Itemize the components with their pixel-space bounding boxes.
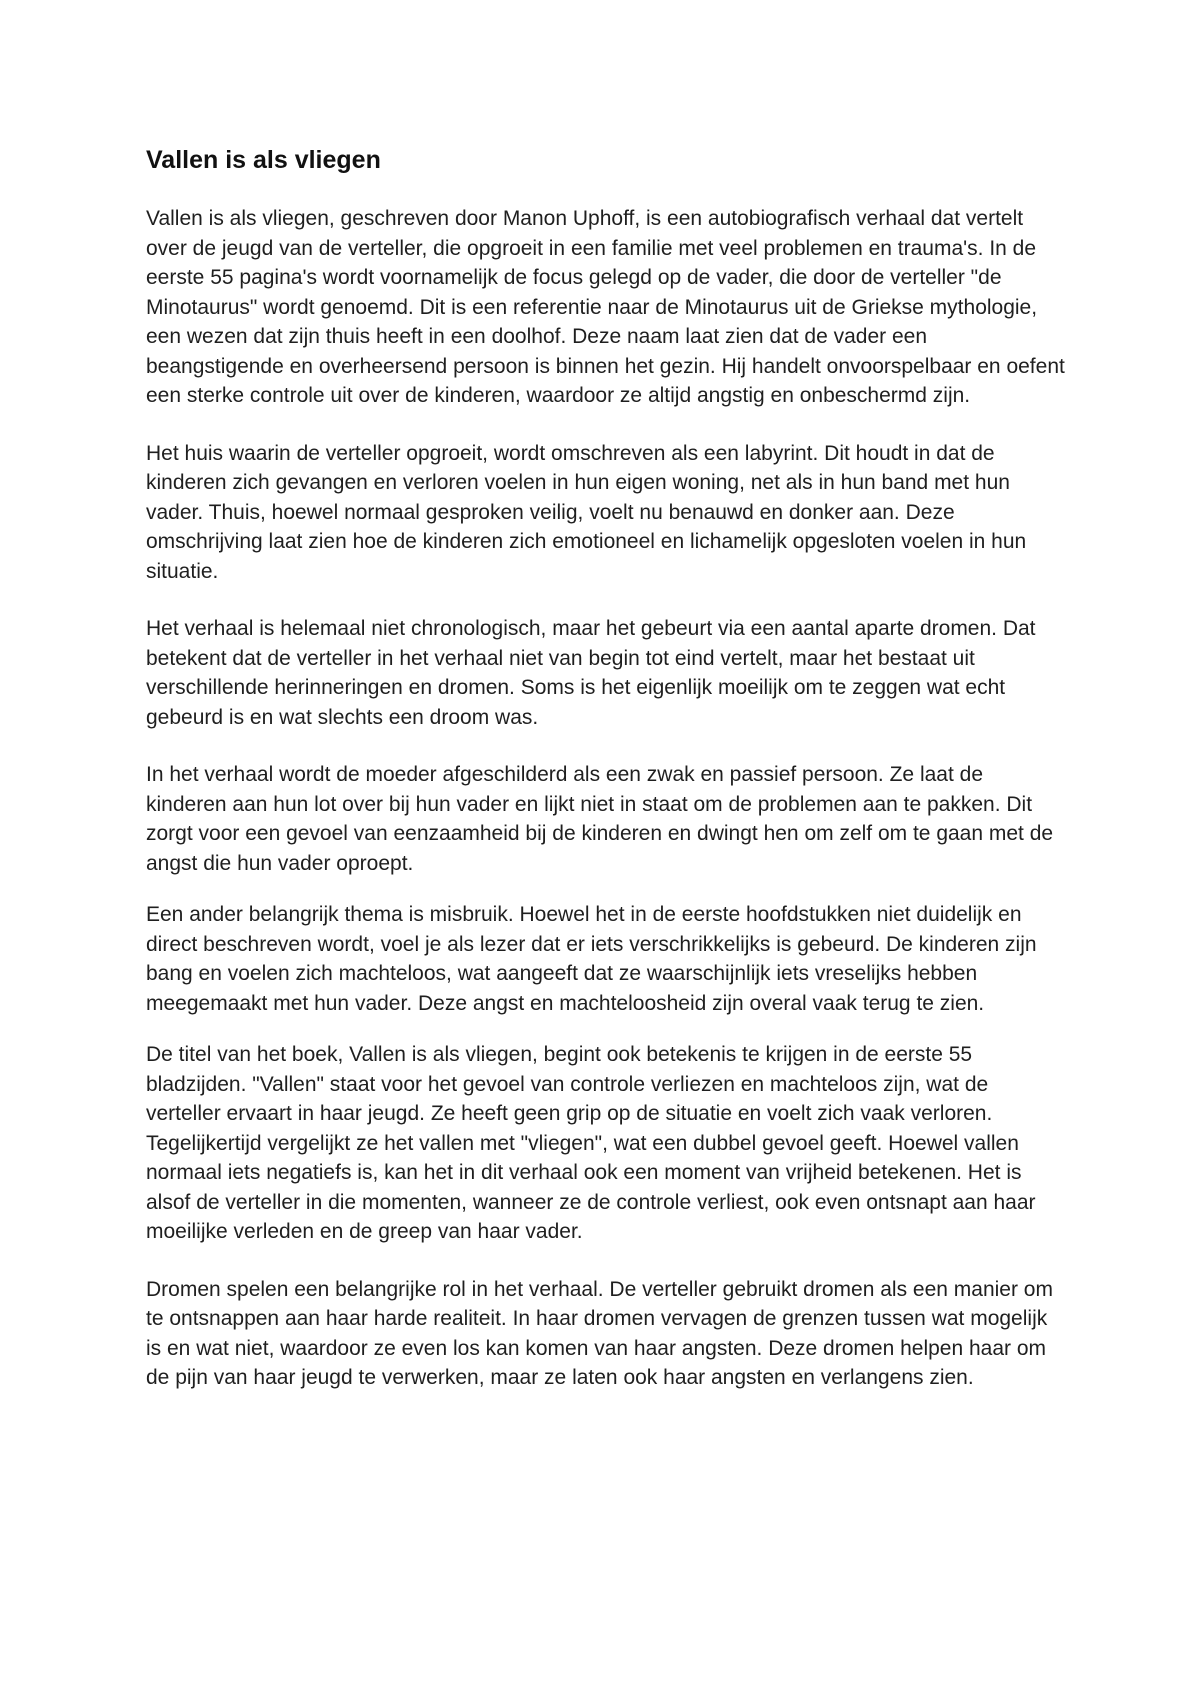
paragraph-labyrint: Het huis waarin de verteller opgroeit, wordt omschreven als een labyrint. Dit houdt in dat de kinderen zich gevangen en verloren voelen in hun eigen woning, net als in hun band met hun vader. Thuis, hoewel normaal gesproken veilig, voelt nu benauwd en donker aan. Deze omschrijving laat zien hoe de kinderen zich emotioneel en lichamelijk opgesloten voelen in hun situatie. <box>146 441 1027 583</box>
paragraph-titel: De titel van het boek, Vallen is als vliegen, begint ook betekenis te krijgen in de eerste 55 bladzijden. "Vallen" staat voor het gevoel van controle verliezen en machteloos zijn, wat de verteller ervaart in haar jeugd. Ze heeft geen grip op de situatie en voelt zich vaak verloren. Tegelijkertijd vergelijkt ze het vallen met "vliegen", wat een dubbel gevoel geeft. Hoewel vallen normaal iets negatiefs is, kan het in dit verhaal ook een moment van vrijheid betekenen. Het is alsof de verteller in die momenten, wanneer ze de controle verliest, ook even ontsnapt aan haar moeilijke verleden en de greep van haar vader. <box>146 1043 1036 1243</box>
document-title: Vallen is als vliegen <box>146 146 381 174</box>
paragraph-misbruik: Een ander belangrijk thema is misbruik. Hoewel het in de eerste hoofdstukken niet duidelijk en direct beschreven wordt, voel je als lezer dat er iets verschrikkelijks is gebeurd. De kinderen zijn bang en voelen zich machteloos, wat aangeeft dat ze waarschijnlijk iets vreselijks hebben meegemaakt met hun vader. Deze angst en machteloosheid zijn overal vaak terug te zien. <box>146 903 1037 1015</box>
paragraph-moeder: In het verhaal wordt de moeder afgeschilderd als een zwak en passief persoon. Ze laat de kinderen aan hun lot over bij hun vader en lijkt niet in staat om de problemen aan te pakken. Dit zorgt voor een gevoel van eenzaamheid bij de kinderen en dwingt hen om zelf om te gaan met de angst die hun vader oproept. <box>146 763 1054 875</box>
paragraph-dromen: Dromen spelen een belangrijke rol in het verhaal. De verteller gebruikt dromen als een manier om te ontsnappen aan haar harde realiteit. In haar dromen vervagen de grenzen tussen wat mogelijk is en wat niet, waardoor ze even los kan komen van haar angsten. Deze dromen helpen haar om de pijn van haar jeugd te verwerken, maar ze laten ook haar angsten en verlangens zien. <box>146 1277 1053 1389</box>
paragraph-minotaurus: Vallen is als vliegen, geschreven door Manon Uphoff, is een autobiografisch verhaal dat vertelt over de jeugd van de verteller, die opgroeit in een familie met veel problemen en trauma's. In de eerste 55 pagina's wordt voornamelijk de focus gelegd op de vader, die door de verteller "de Minotaurus" wordt genoemd. Dit is een referentie naar de Minotaurus uit de Griekse mythologie, een wezen dat zijn thuis heeft in een doolhof. Deze naam laat zien dat de vader een beangstigende en overheersend persoon is binnen het gezin. Hij handelt onvoorspelbaar en oefent een sterke controle uit over de kinderen, waardoor ze altijd angstig en onbeschermd zijn. <box>146 207 1065 407</box>
paragraph-chronologie: Het verhaal is helemaal niet chronologisch, maar het gebeurt via een aantal aparte dromen. Dat betekent dat de verteller in het verhaal niet van begin tot eind vertelt, maar het bestaat uit verschillende herinneringen en dromen. Soms is het eigenlijk moeilijk om te zeggen wat echt gebeurd is en wat slechts een droom was. <box>146 617 1036 729</box>
document-body <box>146 142 1066 1421</box>
